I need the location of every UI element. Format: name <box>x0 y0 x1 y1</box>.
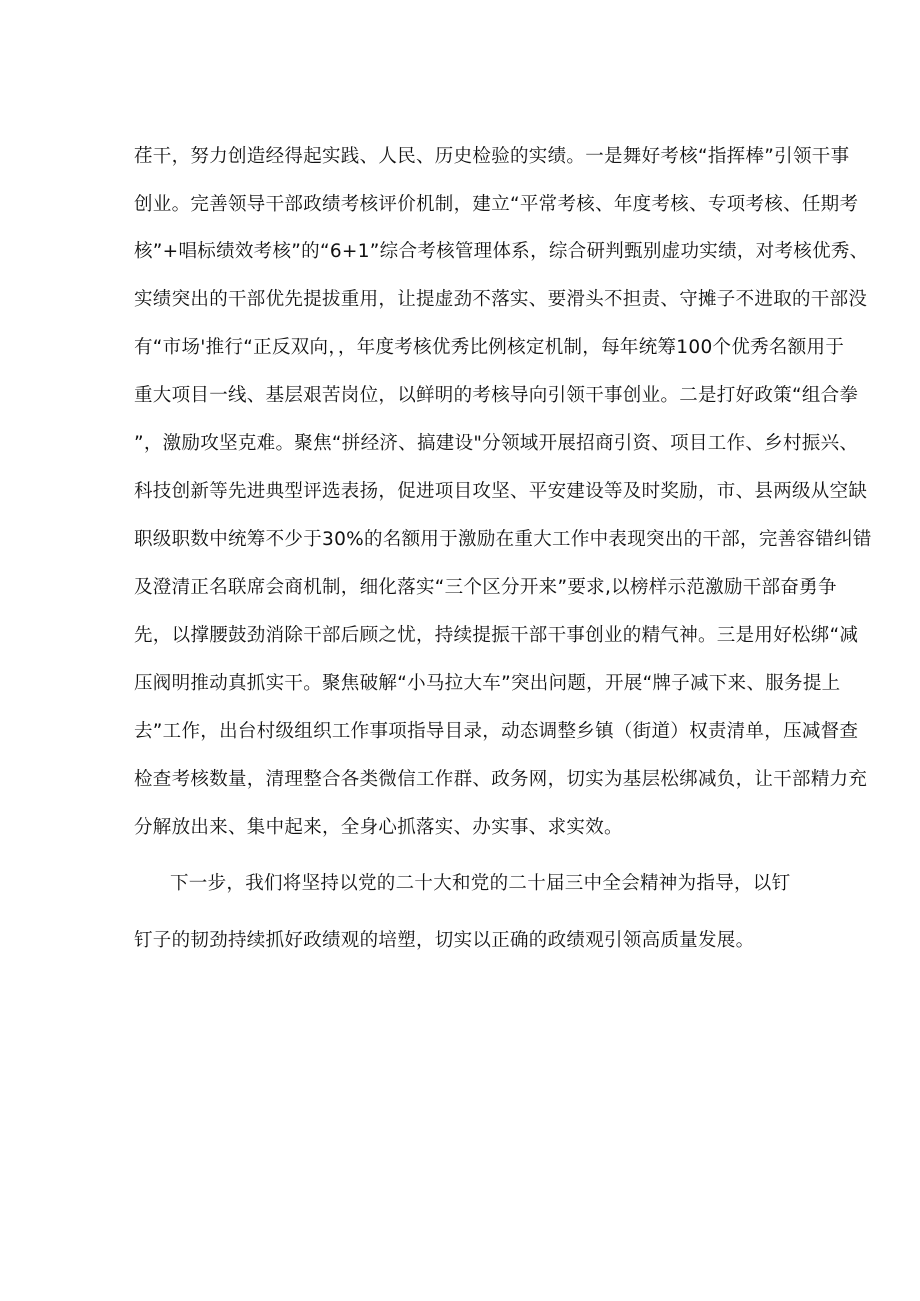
paragraph-line: 及澄清正名联席会商机制，细化落实“三个区分开来”要求,以榜样示范激励干部奋勇争 <box>134 577 837 598</box>
paragraph-line: 有“市场'推行“正反双向，，年度考核优秀比例核定机制，每年统筹100个优秀名额用于 <box>134 337 845 358</box>
paragraph-line: 分解放出来、集中起来，全身心抓落实、办实事、求实效。 <box>134 817 623 838</box>
paragraph-line: 实绩突出的干部优先提拔重用，让提虚劲不落实、要滑头不担责、守摊子不进取的干部没 <box>134 289 868 310</box>
paragraph-line: 去”工作，出台村级组织工作事项指导目录，动态调整乡镇（街道）权责清单，压减督查 <box>134 721 859 742</box>
paragraph-line: 科技创新等先进典型评选表扬，促进项目攻坚、平安建设等及时奖励，市、县两级从空缺 <box>134 481 868 502</box>
paragraph-line: 荏干，努力创造经得起实践、人民、历史检验的实绩。一是舞好考核“指挥棒”引领干事 <box>134 146 850 167</box>
paragraph-line: 压阀明推动真抓实干。聚焦破解“小马拉大车”突出问题，开展“牌子减下来、服务提上 <box>134 673 841 694</box>
paragraph-line: 下一步，我们将坚持以党的二十大和党的二十届三中全会精神为指导，以钉 <box>170 873 791 894</box>
paragraph-line: ”，激励攻坚克难。聚焦“拼经济、搞建设"分领域开展招商引资、项目工作、乡村振兴、 <box>134 433 859 454</box>
paragraph-line: 先，以撑腰鼓劲消除干部后顾之忧，持续提振干部干事创业的精气神。三是用好松绑“减 <box>134 625 859 646</box>
paragraph-line: 创业。完善领导干部政绩考核评价机制，建立“平常考核、年度考核、专项考核、任期考 <box>134 194 859 215</box>
paragraph-line: 职级职数中统筹不少于30%的名额用于激励在重大工作中表现突出的干部，完善容错纠错 <box>134 529 872 550</box>
paragraph-line: 钉子的韧劲持续抓好政绩观的培塑，切实以正确的政绩观引领高质量发展。 <box>134 930 755 951</box>
paragraph-line: 重大项目一线、基层艰苦岗位，以鲜明的考核导向引领干事创业。二是打好政策“组合拳 <box>134 385 859 406</box>
paragraph-line: 核”+唱标绩效考核”的“6+1”综合考核管理体系，综合研判甄别虚功实绩，对考核优秀、 <box>134 241 869 262</box>
paragraph-line: 检查考核数量，清理整合各类微信工作群、政务网，切实为基层松绑减负，让干部精力充 <box>134 769 868 790</box>
